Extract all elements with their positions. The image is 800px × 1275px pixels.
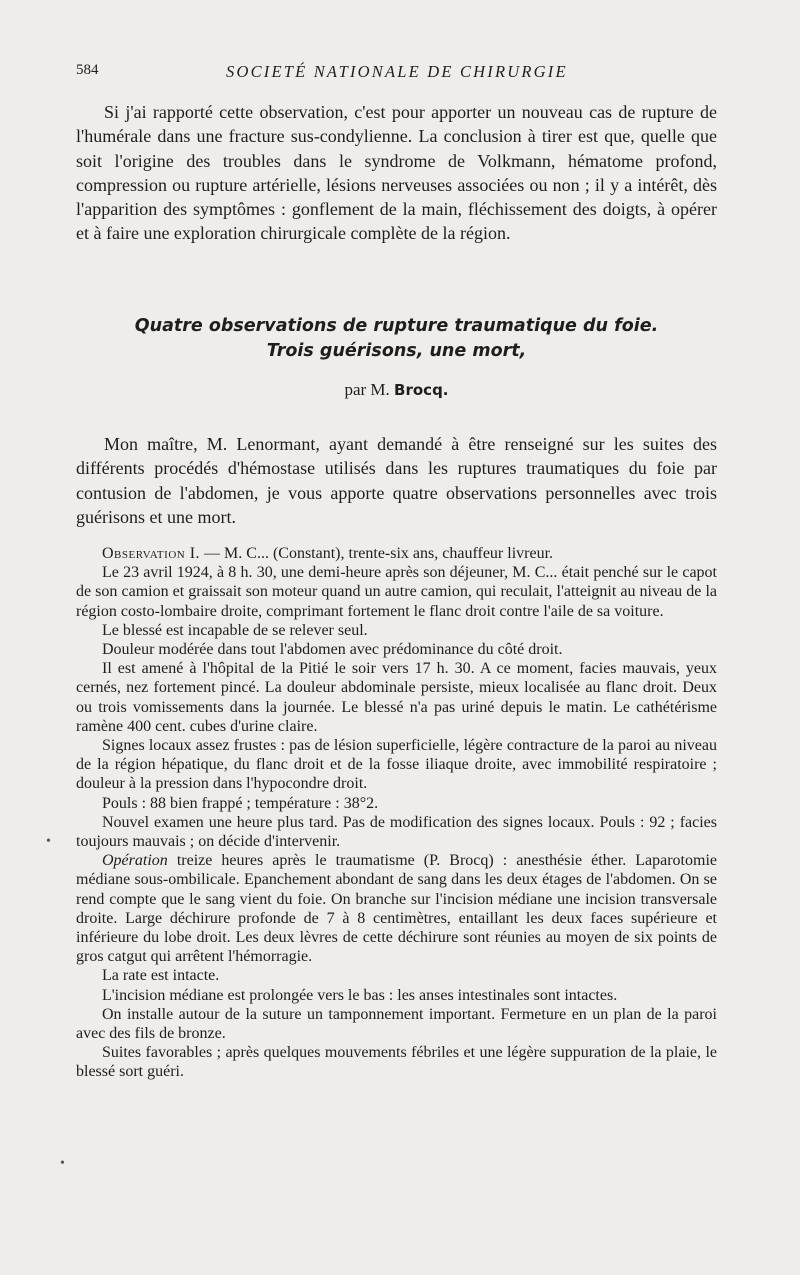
margin-mark-2: • (60, 1156, 65, 1171)
observation-paragraph-4: Il est amené à l'hôpital de la Pitié le soir vers 17 h. 30. A ce moment, facies mauvais, yeux cernés, nez fortement pincé. La douleur abdominale persiste, mieux localisée au flanc droit. Deux ou trois vomissements dans la journée. Le blessé n'a pas uriné depuis le matin. Le cathétérisme ramène 400 cent. cubes d'urine claire. (76, 660, 717, 735)
observation-header (76, 544, 717, 563)
article-title (76, 314, 717, 364)
operation-text: treize heures après le traumatisme (P. Brocq) : anesthésie éther. Laparotomie médiane sous-ombilicale. Epanchement abondant de sang dans les deux étages de l'abdomen. On se rend compte que le sang vient du foie. On branche sur l'incision médiane une incision transversale droite. Large déchirure profonde de 7 à 8 centimètres, entaillant les deux faces supérieure et inférieure du lobe droit. Les deux lèvres de cette déchirure sont réunies au moyen de six points de gros catgut qui arrêtent l'hémorragie. (76, 852, 717, 966)
observation-paragraph-1: Le 23 avril 1924, à 8 h. 30, une demi-heure après son déjeuner, M. C... était penché sur le capot de son camion et graissait son moteur quand un autre camion, qui reculait, l'atteignit au niveau de la région costo-lombaire droite, comprimant fortement le flanc droit contre l'aile de sa voiture. (76, 564, 717, 620)
margin-mark-1: • (46, 834, 51, 849)
operation-label: Opération (102, 852, 168, 870)
running-head (76, 62, 716, 84)
observation-paragraph-3: Douleur modérée dans tout l'abdomen avec prédominance du côté droit. (102, 641, 563, 659)
article-title-line-2: Trois guérisons, une mort, (266, 341, 527, 361)
observation-paragraph-2: Le blessé est incapable de se relever seul. (102, 621, 368, 639)
observation-label: Observation I. (102, 545, 201, 562)
observation-paragraph-11: On installe autour de la suture un tamponnement important. Fermeture en un plan de la paroi avec des fils de bronze. (76, 1005, 717, 1043)
observation-paragraph-12: Suites favorables ; après quelques mouvements fébriles et une légère suppuration de la plaie, le blessé sort guéri. (76, 1044, 717, 1081)
page-number: 584 (76, 62, 99, 78)
observation-paragraph-6: Pouls : 88 bien frappé ; température : 38°2. (102, 794, 379, 812)
author-name: Brocq. (394, 381, 449, 399)
observation-paragraph-7: Nouvel examen une heure plus tard. Pas de modification des signes locaux. Pouls : 92 ; facies toujours mauvais ; on décide d'intervenir. (76, 813, 717, 851)
journal-title: SOCIETÉ NATIONALE DE CHIRURGIE (226, 62, 568, 81)
author-prefix: par M. (344, 380, 390, 399)
article-author (76, 380, 717, 400)
observation-paragraph-9: La rate est intacte. (102, 967, 220, 985)
observation-section (76, 544, 717, 1082)
opening-section (76, 432, 717, 529)
observation-paragraph-10: L'incision médiane est prolongée vers le bas : les anses intestinales sont intactes. (102, 986, 618, 1004)
intro-section (76, 100, 717, 246)
observation-paragraph-5: Signes locaux assez frustes : pas de lésion superficielle, légère contracture de la paroi au niveau de la région hépatique, du flanc droit et de la fosse iliaque droite, avec immobilité respiratoire ; douleur à la pression dans l'hypocondre droit. (76, 737, 717, 793)
article-title-line-1: Quatre observations de rupture traumatique du foie. (134, 316, 659, 336)
observation-paragraph-8 (76, 851, 717, 966)
observation-subject: — M. C... (Constant), trente-six ans, chauffeur livreur. (200, 545, 554, 562)
opening-paragraph: Mon maître, M. Lenormant, ayant demandé à être renseigné sur les suites des différents procédés d'hémostase utilisés dans les ruptures traumatiques du foie par contusion de l'abdomen, je vous apporte quatre observations personnelles avec trois guérisons et une mort. (76, 434, 717, 527)
intro-paragraph: Si j'ai rapporté cette observation, c'est pour apporter un nouveau cas de rupture de l'humérale dans une fracture sus-condylienne. La conclusion à tirer est que, quelle que soit l'origine des troubles dans le syndrome de Volkmann, hématome profond, compression ou rupture artérielle, lésions nerveuses associées ou non ; il y a intérêt, dès l'apparition des symptômes : gonflement de la main, fléchissement des doigts, à opérer et à faire une exploration chirurgicale complète de la région. (76, 102, 717, 244)
